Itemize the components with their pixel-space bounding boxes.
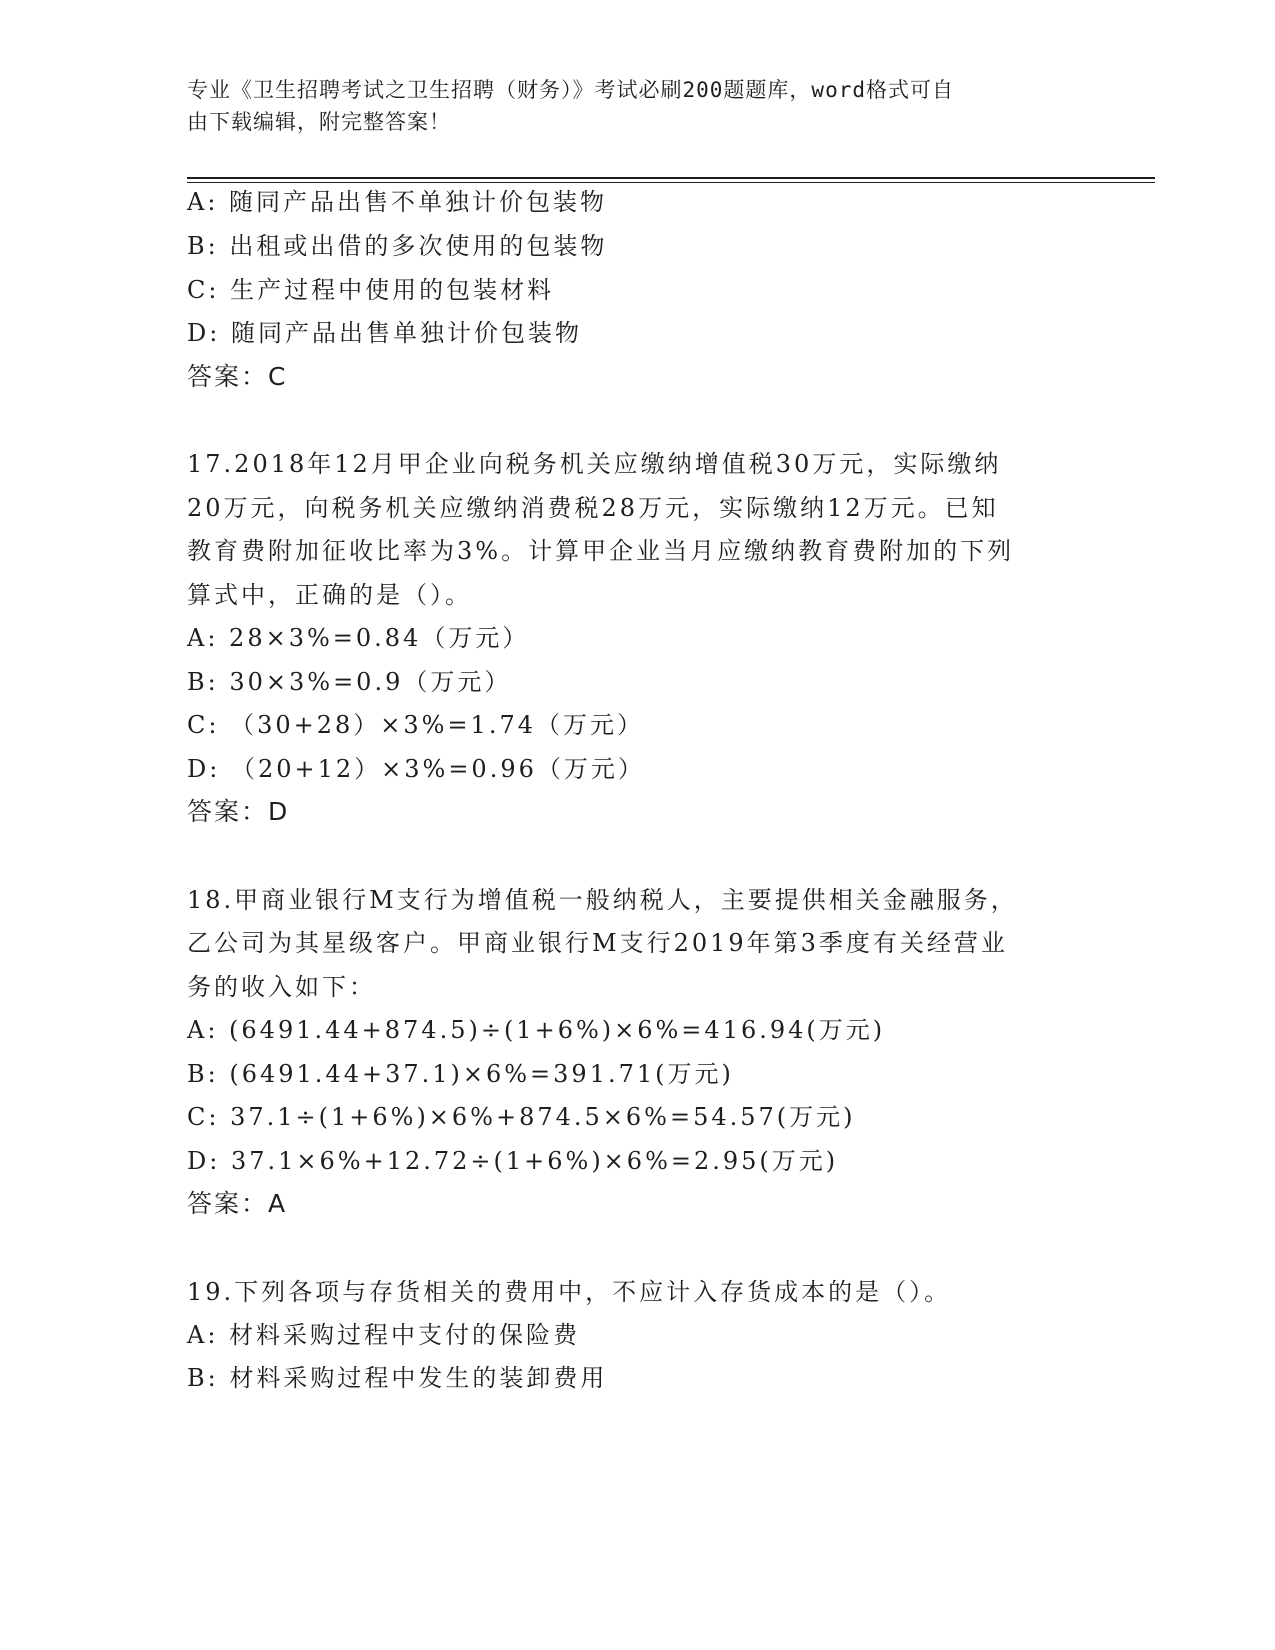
q17-option-a: A: 28×3%=0.84（万元） bbox=[187, 624, 530, 652]
q17-option-b: B: 30×3%=0.9（万元） bbox=[187, 668, 512, 696]
header-rule-thick bbox=[187, 177, 1155, 179]
header-line-1: 专业《卫生招聘考试之卫生招聘（财务）》考试必刷200题题库，word格式可自 bbox=[187, 78, 954, 102]
q17-stem-line: 算式中，正确的是（）。 bbox=[187, 581, 472, 609]
q18-option-a: A: (6491.44+874.5)÷(1+6%)×6%=416.94(万元) bbox=[187, 1016, 886, 1044]
document-header bbox=[187, 74, 1067, 138]
q16-option-c: C: 生产过程中使用的包装材料 bbox=[187, 276, 555, 304]
q18-option-d: D: 37.1×6%+12.72÷(1+6%)×6%=2.95(万元) bbox=[187, 1147, 839, 1175]
q16-option-d: D: 随同产品出售单独计价包装物 bbox=[187, 319, 582, 347]
q16-answer: 答案：C bbox=[187, 362, 288, 391]
q18-stem-line: 18.甲商业银行M支行为增值税一般纳税人，主要提供相关金融服务， bbox=[187, 886, 1018, 914]
header-line-2: 由下载编辑，附完整答案！ bbox=[187, 110, 451, 134]
q17-option-d: D: （20+12）×3%=0.96（万元） bbox=[187, 755, 645, 783]
q18-stem-line: 乙公司为其星级客户。甲商业银行M支行2019年第3季度有关经营业 bbox=[187, 929, 1008, 957]
q17-stem-line: 17.2018年12月甲企业向税务机关应缴纳增值税30万元，实际缴纳 bbox=[187, 450, 1002, 478]
q17-answer: 答案：D bbox=[187, 797, 290, 826]
q19-option-a: A: 材料采购过程中支付的保险费 bbox=[187, 1321, 581, 1349]
q19-stem-line: 19.下列各项与存货相关的费用中，不应计入存货成本的是（）。 bbox=[187, 1278, 952, 1306]
q17-stem-line: 20万元，向税务机关应缴纳消费税28万元，实际缴纳12万元。已知 bbox=[187, 494, 999, 522]
q16-option-b: B: 出租或出借的多次使用的包装物 bbox=[187, 232, 608, 260]
q18-stem-line: 务的收入如下： bbox=[187, 973, 376, 1001]
q18-option-c: C: 37.1÷(1+6%)×6%+874.5×6%=54.57(万元) bbox=[187, 1103, 856, 1131]
q17-option-c: C: （30+28）×3%=1.74（万元） bbox=[187, 711, 644, 739]
q17-stem-line: 教育费附加征收比率为3%。计算甲企业当月应缴纳教育费附加的下列 bbox=[187, 537, 1015, 565]
q18-answer: 答案：A bbox=[187, 1189, 288, 1218]
q16-option-a: A: 随同产品出售不单独计价包装物 bbox=[187, 188, 608, 216]
q18-option-b: B: (6491.44+37.1)×6%=391.71(万元) bbox=[187, 1060, 734, 1088]
q19-option-b: B: 材料采购过程中发生的装卸费用 bbox=[187, 1364, 608, 1392]
